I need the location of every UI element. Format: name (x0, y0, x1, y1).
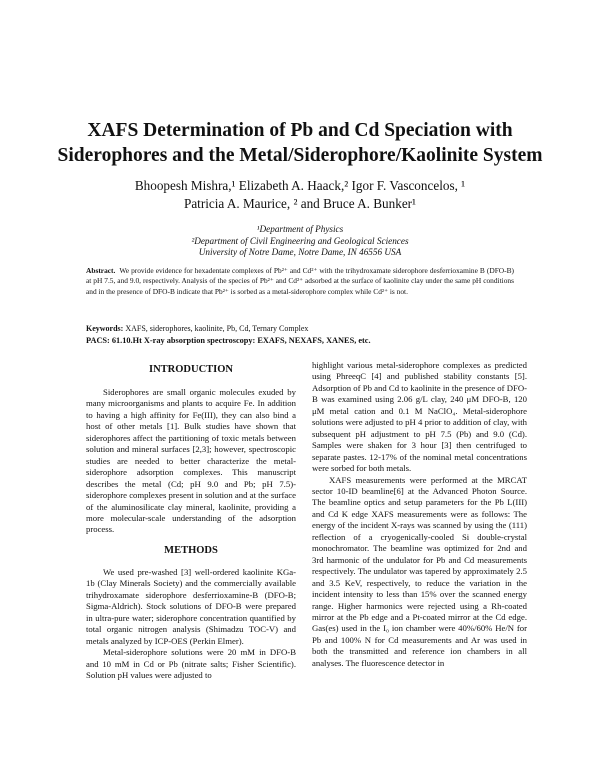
right-paragraph-1: highlight various metal-siderophore complexes as predicted using PhreeqC [4] and published stability constants [5]. Adsorption of Pb and Cd to kaolinite in the presence of DFO-B was examined using 2.06 g/L clay, 240 μM DFO-B, 120 μM metal cation and 0.1 M NaClO₄. Metal-siderophore solutions were adjusted to pH 4 prior to addition of clay, with subsequent pH adjustment to pH 7.5 (Pb) and 9.0 (Cd). Samples were shaken for 3 hour [3] then centrifuged to separate pastes. 12-17% of the nominal metal concentrations were sorbed for both metals. (312, 360, 527, 474)
keywords-label: Keywords: (86, 324, 124, 333)
affiliation-2: ²Department of Civil Engineering and Geological Sciences (191, 235, 409, 246)
methods-heading: METHODS (164, 544, 218, 556)
title-line-1: XAFS Determination of Pb and Cd Speciation with (87, 120, 513, 141)
paper-title (40, 118, 560, 168)
authors-line-2: Patricia A. Maurice, ² and Bruce A. Bunker¹ (183, 196, 417, 211)
right-column (312, 360, 527, 669)
methods-paragraph-1: We used pre-washed [3] well-ordered kaolinite KGa-1b (Clay Minerals Society) and the commercially available trihydroxamate siderophore desferrioxamine-B (DFO-B; Sigma-Aldrich). Stock solutions of DFO-B were prepared in ultra-pure water; siderophore concentration quantified by total organic nitrogen analysis (Shimadzu TOC-V) and metals analyzed by ICP-OES (Perkin Elmer). (86, 566, 296, 646)
affiliation-3: University of Notre Dame, Notre Dame, IN 46556 USA (198, 247, 402, 257)
methods-paragraph-2: Metal-siderophore solutions were 20 mM in DFO-B and 10 mM in Cd or Pb (nitrate salts; Fisher Scientific). Solution pH values were adjusted to (86, 647, 296, 680)
affiliations (60, 224, 540, 259)
abstract (86, 266, 514, 297)
keywords-text: XAFS, siderophores, kaolinite, Pb, Cd, Ternary Complex (125, 324, 309, 333)
abstract-text: We provide evidence for hexadentate complexes of Pb²⁺ and Cd²⁺ with the trihydroxamate siderophore desferrioxamine B (DFO-B) at pH 7.5, and 9.0, respectively. Analysis of the species of Pb²⁺ and Cd²⁺ adsorbed at the surface of kaolinite clay under the same pH conditions and in the presence of DFO-B indicate that Pb²⁺ is sorbed as a metal-siderophore complex while Cd²⁺ is not. (86, 266, 514, 296)
introduction-heading: INTRODUCTION (148, 364, 233, 375)
left-column (86, 360, 296, 681)
abstract-label: Abstract. (86, 266, 116, 275)
right-paragraph-2: XAFS measurements were performed at the MRCAT sector 10-ID beamline[6] at the Advanced Photon Source. The beamline optics and setup parameters for the Pb L(III) and Cd K edge XAFS measurements were as follows: The energy of the incident X-rays was scanned by using the (111) reflection of a cryogenically-cooled Si double-crystal monochromator. The beamline was optimized for 2nd and 3rd harmonic of the undulator for Pb and Cd measurements respectively. The undulator was tapered by approximately 2.5 and 3.5 KeV, respectively, to reduce the variation in the incident intensity to less than 15% over the scanned energy range. Higher harmonics were rejected using a Rh-coated mirror at the Pb edge and a Pt-coated mirror at the Cd edge. Gas(es) used in the I₀ ion chamber were 40%/60% He/N for Pb and 100% N for Cd measurements and Ar was used in both the transmitted and reference ion chambers in all analyses. The fluorescence detector in (312, 474, 527, 668)
keywords (86, 324, 516, 334)
pacs-line: PACS: 61.10.Ht X-ray absorption spectroscopy: EXAFS, NEXAFS, XANES, etc. (86, 336, 371, 345)
affiliation-1: ¹Department of Physics (256, 224, 344, 234)
author-list (60, 177, 540, 213)
introduction-paragraph: Siderophores are small organic molecules exuded by many microorganisms and plants to acquire Fe. In addition to having a high affinity for Fe(III), they can also bind a host of other metals [1]. Bulk studies have shown that siderophores affect the partitioning of toxic metals between solution and mineral surfaces [2,3]; however, spectroscopic studies are needed to better characterize the metal-siderophore adsorption complexes. This manuscript describes the metal (Cd; pH 9.0 and Pb; pH 7.5)-siderophore complexes present in solution and at the surface of the aluminosilicate clay mineral, kaolinite, providing a more molecular-scale understanding of the adsorption process. (86, 387, 296, 535)
authors-line-1: Bhoopesh Mishra,¹ Elizabeth A. Haack,² Igor F. Vasconcelos, ¹ (134, 178, 466, 193)
title-line-2: Siderophores and the Metal/Siderophore/Kaolinite System (57, 145, 543, 166)
